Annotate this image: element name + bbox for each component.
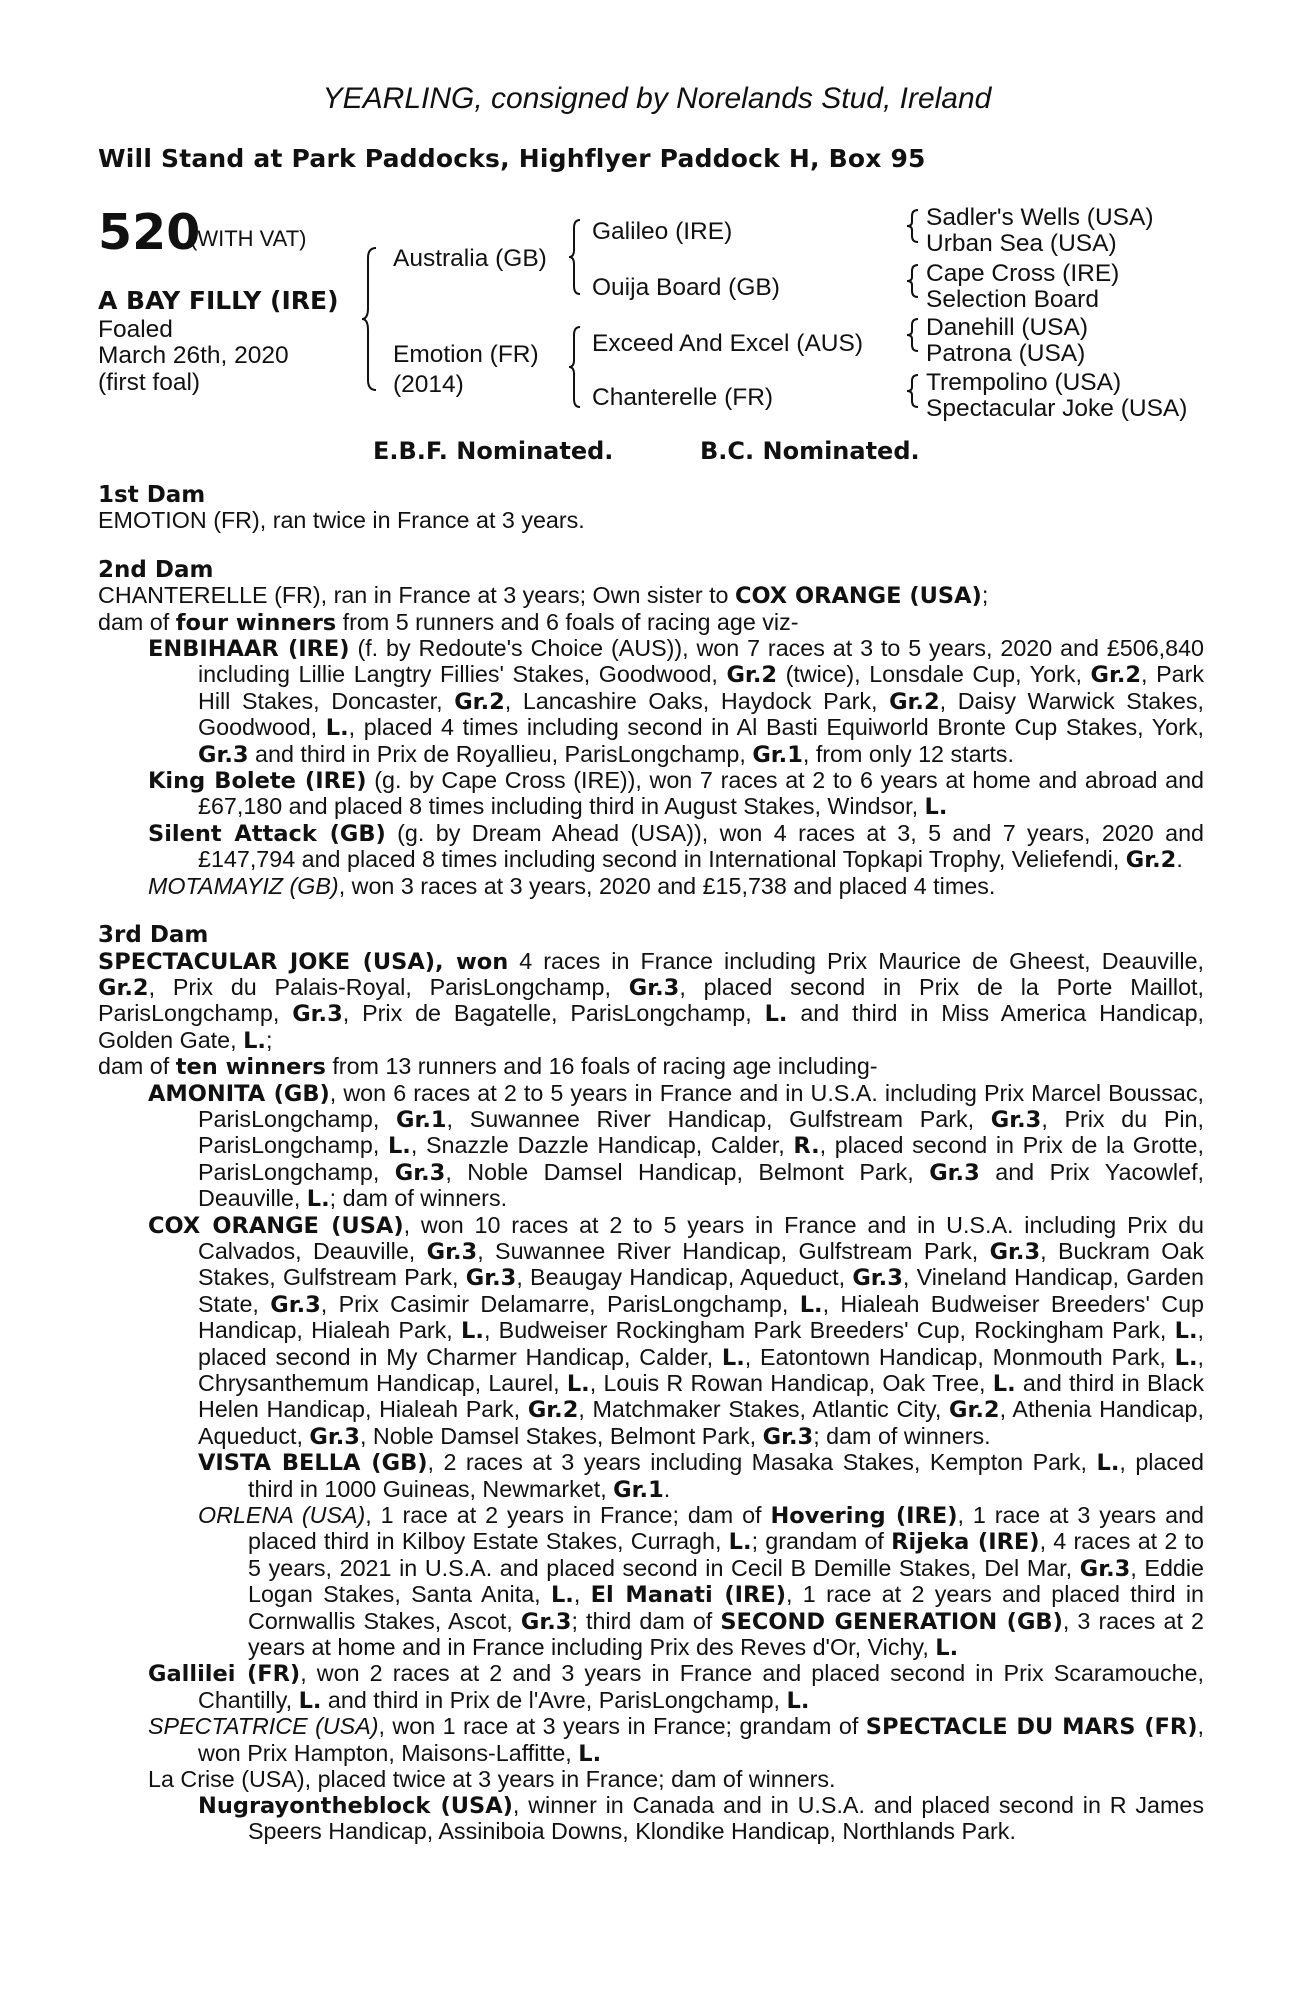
text-run: , won 2 races at 2 and 3 years in France and placed second in Prix Scaramouche, Chantilly, (198, 1660, 1204, 1713)
text-run: , Snazzle Dazzle Handicap, Calder, (410, 1132, 794, 1159)
text-run: , Suwannee River Handicap, Gulfstream Park, (477, 1237, 990, 1264)
progeny-entry (198, 1793, 1204, 1845)
bold-text: L. (1174, 1318, 1198, 1345)
bold-text: L. (550, 1582, 574, 1609)
bold-text: Gr.3 (309, 1423, 360, 1450)
bold-text: Nugrayontheblock (USA) (198, 1792, 513, 1819)
progeny-entry (148, 636, 1204, 768)
text-run: , Prix Casimir Delamarre, ParisLongchamp, (320, 1290, 800, 1317)
pedigree-ggp: Urban Sea (USA) (926, 230, 1117, 257)
bold-text: El Manati (IRE) (590, 1582, 786, 1609)
pedigree-ggp: Danehill (USA) (926, 314, 1089, 341)
bold-text: SECOND GENERATION (GB) (720, 1608, 1063, 1635)
produce-record (98, 483, 1204, 1844)
pedigree-dam-dam: Chanterelle (FR) (592, 384, 774, 411)
text-run: and third in Black Helen Handicap, Hialeah Park, (198, 1370, 1204, 1423)
bc-nomination: B.C. Nominated. (700, 437, 920, 465)
bold-text: L. (799, 1291, 823, 1318)
pedigree-brace-dam (567, 325, 583, 409)
bold-text: Gr.2 (889, 688, 940, 715)
section-heading: 3rd Dam (98, 922, 209, 949)
bold-text: Gr.3 (929, 1159, 980, 1186)
progeny-entry (148, 1081, 1204, 1213)
bold-text: Gr.1 (395, 1106, 447, 1133)
text-run: , Lancashire Oaks, Haydock Park, (504, 687, 890, 714)
section-heading: 2nd Dam (98, 556, 214, 583)
text-run: ; (981, 582, 989, 609)
bold-text: Gr.3 (198, 741, 249, 768)
bold-text: L. (992, 1371, 1016, 1397)
pedigree-sire-sire: Galileo (IRE) (592, 218, 733, 245)
text-run: , Buckram Oak Stakes, Gulfstream Park, (198, 1237, 1204, 1291)
foal-note: (first foal) (98, 369, 201, 396)
pedigree-sire-dam: Ouija Board (GB) (592, 274, 780, 301)
bold-text: ten winners (175, 1054, 326, 1081)
third-dam-section (98, 923, 1204, 1844)
text-run: , from only 12 starts. (802, 740, 1014, 767)
text-run: , 2 races at 3 years including Masaka Stakes, Kempton Park, (427, 1449, 1097, 1476)
bold-text: L. (764, 1001, 788, 1028)
dam-paragraph (98, 1054, 1204, 1080)
text-run: (f. by Redoute's Choice (AUS)), won 7 races at 3 to 5 years, 2020 and £506,840 including Lillie Langtry Fillies' Stakes, Goodwood, (198, 635, 1204, 688)
pedigree-brace-main (360, 246, 380, 392)
dam-paragraph (98, 508, 1204, 533)
text-run: and third in Prix de l'Avre, ParisLongchamp, (321, 1686, 787, 1713)
pedigree-brace-sire (567, 218, 583, 296)
text-run: . (1176, 846, 1183, 873)
bold-text: Gr.2 (1090, 662, 1142, 689)
pedigree-ggp: Patrona (USA) (926, 340, 1086, 367)
text-run: , Park Hill Stakes, Doncaster, (198, 661, 1204, 714)
text-run: (twice), Lonsdale Cup, York, (777, 661, 1091, 688)
progeny-entry (198, 1503, 1204, 1661)
progeny-entry (148, 1213, 1204, 1451)
text-run: , Noble Damsel Stakes, Belmont Park, (359, 1422, 763, 1449)
text-run: , Hialeah Budweiser Breeders' Cup Handicap, Hialeah Park, (198, 1290, 1204, 1344)
bold-text: Gr.1 (613, 1476, 664, 1503)
progeny-entry (148, 768, 1204, 821)
text-run: , Chrysanthemum Handicap, Laurel, (198, 1343, 1205, 1396)
pedigree-dam-sire: Exceed And Excel (AUS) (592, 330, 863, 357)
bold-text: King Bolete (IRE) (148, 768, 367, 795)
text-run: La Crise (USA), placed twice at 3 years in France; dam of winners. (148, 1766, 836, 1793)
second-dam-section (98, 558, 1204, 899)
dam-paragraphs (98, 583, 1204, 636)
bold-text: Gr.2 (949, 1397, 1000, 1424)
bold-text: Gr.3 (465, 1265, 517, 1292)
pedigree-dam-year: (2014) (393, 371, 464, 398)
bold-text: Gr.3 (852, 1265, 903, 1292)
bold-text: L. (721, 1344, 745, 1371)
bold-text: COX ORANGE (USA) (148, 1212, 404, 1239)
bold-text: L. (924, 794, 948, 821)
text-run: from 13 runners and 16 foals of racing age including- (325, 1053, 878, 1080)
dam-paragraph (98, 949, 1204, 1055)
progeny-entry (148, 1714, 1204, 1767)
text-run: . (663, 1475, 671, 1502)
italic-text: SPECTATRICE (USA) (148, 1713, 379, 1740)
bold-text: L. (786, 1687, 810, 1714)
text-run: , Budweiser Rockingham Park Breeders' Cup, Rockingham Park, (483, 1317, 1175, 1344)
text-run: and third in Miss America Handicap, Golden Gate, (98, 1000, 1204, 1053)
bold-text: Gr.2 (1125, 847, 1177, 874)
text-run: , 1 race at 3 years and placed third in Kilboy Estate Stakes, Curragh, (248, 1502, 1204, 1555)
bold-text: L. (243, 1027, 266, 1054)
stand-location: Will Stand at Park Paddocks, Highflyer Paddock H, Box 95 (98, 144, 926, 173)
pedigree-brace-ggp-4 (905, 373, 921, 409)
horse-name: A BAY FILLY (IRE) (98, 286, 339, 315)
bold-text: COX ORANGE (USA) (734, 583, 982, 610)
text-run: dam of (98, 1053, 176, 1080)
text-run: ; grandam of (751, 1528, 892, 1555)
bold-text: Gr.3 (989, 1238, 1041, 1265)
text-run: , Beaugay Handicap, Aqueduct, (516, 1264, 853, 1291)
progeny-list (98, 1081, 1204, 1845)
foaled-label: Foaled (98, 316, 173, 343)
bold-text: four winners (175, 609, 337, 636)
lot-number: 520 (98, 204, 201, 261)
text-run: ; dam of winners. (813, 1422, 991, 1449)
pedigree-brace-ggp-3 (905, 317, 921, 353)
italic-text: ORLENA (USA) (198, 1502, 366, 1529)
bold-text: Gr.2 (98, 974, 149, 1001)
bold-text: Rijeka (IRE) (891, 1529, 1040, 1556)
text-run: , (573, 1581, 591, 1608)
section-heading: 1st Dam (98, 482, 206, 508)
bold-text: Gr.3 (628, 974, 680, 1001)
first-dam-section (98, 483, 1204, 534)
text-run: , won 1 race at 3 years in France; grandam of (378, 1713, 866, 1740)
dam-paragraphs (98, 508, 1204, 533)
text-run: , Eddie Logan Stakes, Santa Anita, (248, 1554, 1204, 1608)
text-run: , won 3 races at 3 years, 2020 and £15,738 and placed 4 times. (338, 872, 996, 899)
bold-text: Gallilei (FR) (148, 1661, 301, 1688)
progeny-entry (148, 874, 1204, 899)
text-run: , won 6 races at 2 to 5 years in France and in U.S.A. including Prix Marcel Boussac, ParisLongchamp, (198, 1079, 1204, 1132)
bold-text: Gr.3 (292, 1001, 343, 1028)
bold-text: L. (298, 1687, 322, 1714)
bold-text: L. (306, 1186, 330, 1213)
dam-paragraphs (98, 949, 1204, 1081)
bold-text: L. (935, 1635, 959, 1662)
bold-text: Gr.3 (990, 1106, 1042, 1133)
bold-text: VISTA BELLA (GB) (198, 1450, 428, 1477)
bold-text: Gr.1 (752, 741, 803, 768)
bold-text: L. (387, 1133, 411, 1160)
text-run: , 1 race at 2 years in France; dam of (365, 1502, 771, 1529)
text-run: , Prix du Pin, ParisLongchamp, (198, 1105, 1204, 1159)
text-run: dam of (98, 608, 176, 635)
text-run: , 1 race at 2 years and placed third in Cornwallis Stakes, Ascot, (248, 1581, 1205, 1634)
bold-text: L. (1096, 1450, 1120, 1477)
progeny-list (98, 636, 1204, 899)
bold-text: Hovering (IRE) (770, 1503, 958, 1530)
text-run: , placed second in Prix de la Grotte, ParisLongchamp, (198, 1132, 1204, 1185)
text-run: , Athenia Handicap, Aqueduct, (198, 1396, 1204, 1449)
text-run: , Eatontown Handicap, Monmouth Park, (744, 1343, 1175, 1370)
text-run: , Prix du Palais-Royal, ParisLongchamp, (148, 973, 629, 1000)
text-run: and Prix Yacowlef, Deauville, (198, 1158, 1205, 1212)
text-run: , Prix de Bagatelle, ParisLongchamp, (342, 1000, 765, 1027)
vat-note: (WITH VAT) (190, 226, 307, 251)
foaled-date: March 26th, 2020 (98, 342, 289, 369)
text-run: , placed second in Prix de la Porte Maillot, ParisLongchamp, (98, 973, 1204, 1027)
bold-text: Gr.3 (762, 1423, 814, 1450)
text-run: (g. by Cape Cross (IRE)), won 7 races at 2 to 6 years at home and abroad and £67,180 and placed 8 times including third in August Stakes, Windsor, (198, 767, 1204, 820)
dam-paragraph (98, 583, 1204, 609)
pedigree-brace-ggp-1 (905, 208, 921, 244)
text-run: ; dam of winners. (329, 1185, 508, 1212)
text-run: , Vineland Handicap, Garden State, (198, 1264, 1204, 1317)
text-run: 4 races in France including Prix Maurice de Gheest, Deauville, (508, 947, 1204, 974)
pedigree-brace-ggp-2 (905, 263, 921, 299)
pedigree-sire: Australia (GB) (393, 245, 547, 272)
bold-text: Gr.2 (726, 662, 778, 689)
bold-text: AMONITA (GB) (148, 1080, 330, 1107)
bold-text: Gr.3 (520, 1608, 572, 1635)
bold-text: ENBIHAAR (IRE) (148, 636, 350, 663)
bold-text: Silent Attack (GB) (148, 820, 386, 847)
bold-text: Gr.3 (270, 1291, 321, 1318)
progeny-entry (198, 1450, 1204, 1503)
text-run: , placed second in My Charmer Handicap, Calder, (198, 1317, 1205, 1370)
text-run: and third in Prix de Royallieu, ParisLongchamp, (248, 740, 753, 767)
progeny-entry (148, 1767, 1204, 1792)
progeny-entry (148, 1661, 1204, 1714)
bold-text: Gr.3 (394, 1159, 446, 1186)
bold-text: L. (566, 1371, 590, 1397)
bold-text: SPECTACULAR JOKE (USA), won (98, 948, 509, 975)
text-run: (g. by Dream Ahead (USA)), won 4 races at 3, 5 and 7 years, 2020 and £147,794 and placed 8 times including second in International Topkapi Trophy, Veliefendi, (198, 819, 1204, 873)
pedigree-ggp: Selection Board (926, 286, 1099, 313)
text-run: from 5 runners and 6 foals of racing age viz- (336, 608, 799, 635)
bold-text: L. (1174, 1344, 1198, 1371)
bold-text: L. (728, 1529, 752, 1556)
text-run: , 3 races at 2 years at home and in France including Prix des Reves d'Or, Vichy, (248, 1607, 1204, 1661)
text-run: , 4 races at 2 to 5 years, 2021 in U.S.A. and placed second in Cecil B Demille Stakes, Del Mar, (248, 1528, 1205, 1581)
italic-text: MOTAMAYIZ (GB) (148, 872, 339, 899)
text-run: , won Prix Hampton, Maisons-Laffitte, (198, 1713, 1205, 1766)
text-run: , won 10 races at 2 to 5 years in France and in U.S.A. including Prix du Calvados, Deauville, (198, 1211, 1204, 1264)
bold-text: L. (461, 1318, 484, 1345)
pedigree-ggp: Spectacular Joke (USA) (926, 395, 1188, 422)
text-run: , Matchmaker Stakes, Atlantic City, (578, 1396, 949, 1423)
ebf-nomination: E.B.F. Nominated. (373, 437, 614, 465)
progeny-entry (148, 821, 1204, 874)
consignor-line: YEARLING, consigned by Norelands Stud, Ireland (322, 82, 992, 115)
bold-text: L. (578, 1740, 602, 1767)
text-run: , placed 4 times including second in Al Basti Equiworld Bronte Cup Stakes, York, (348, 714, 1204, 741)
pedigree-ggp: Trempolino (USA) (926, 369, 1122, 396)
text-run: , Noble Damsel Handicap, Belmont Park, (445, 1158, 930, 1185)
dam-paragraph (98, 610, 1204, 636)
text-run: ; third dam of (571, 1607, 721, 1634)
bold-text: L. (325, 715, 349, 742)
text-run: EMOTION (FR), ran twice in France at 3 years. (98, 507, 585, 534)
bold-text: Gr.2 (454, 688, 505, 715)
text-run: , Daisy Warwick Stakes, Goodwood, (198, 687, 1204, 741)
text-run: , Suwannee River Handicap, Gulfstream Park, (446, 1105, 991, 1132)
bold-text: R. (793, 1133, 820, 1160)
text-run: ; (265, 1026, 273, 1053)
pedigree-dam: Emotion (FR) (393, 341, 539, 368)
text-run: CHANTERELLE (FR), ran in France at 3 years; Own sister to (98, 582, 735, 609)
text-run: , placed third in 1000 Guineas, Newmarket, (248, 1449, 1204, 1502)
bold-text: Gr.3 (426, 1238, 478, 1265)
bold-text: Gr.3 (1079, 1555, 1131, 1582)
bold-text: SPECTACLE DU MARS (FR) (865, 1714, 1198, 1741)
bold-text: Gr.2 (527, 1397, 579, 1424)
pedigree-ggp: Sadler's Wells (USA) (926, 204, 1154, 231)
text-run: , Louis R Rowan Handicap, Oak Tree, (589, 1370, 993, 1396)
pedigree-ggp: Cape Cross (IRE) (926, 260, 1120, 287)
text-run: , winner in Canada and in U.S.A. and placed second in R James Speers Handicap, Assiniboia Downs, Klondike Handicap, Northlands Park. (248, 1791, 1204, 1844)
